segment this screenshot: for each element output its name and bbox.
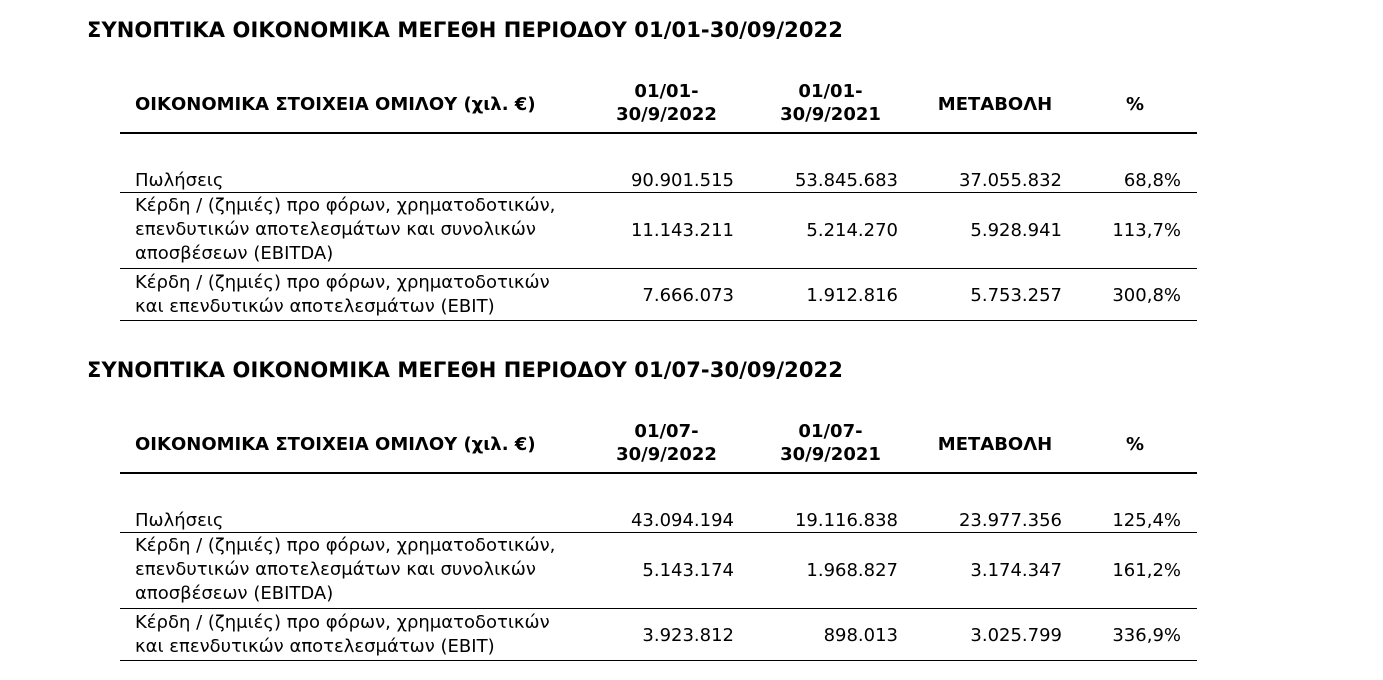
header-period-current-line2: 30/9/2022	[616, 104, 717, 125]
header-percent: %	[1125, 434, 1145, 455]
header-change: ΜΕΤΑΒΟΛΗ	[937, 434, 1053, 455]
table-row	[120, 168, 1197, 193]
header-period-prior-line1: 01/07-	[798, 421, 863, 442]
financial-table	[120, 80, 1197, 321]
row-label: Κέρδη / (ζημιές) προ φόρων, χρηματοδοτικών και επενδυτικών αποτελεσμάτων (EBIT)	[135, 612, 550, 657]
value-percent: 125,4%	[1112, 510, 1181, 531]
value-change: 23.977.356	[958, 510, 1062, 531]
value-prior: 5.214.270	[806, 220, 898, 241]
value-percent: 336,9%	[1112, 625, 1181, 646]
table-header	[120, 80, 1197, 134]
table-row	[120, 508, 1197, 533]
table-row	[120, 533, 1197, 609]
section-title: ΣΥΝΟΠΤΙΚΑ ΟΙΚΟΝΟΜΙΚΑ ΜΕΓΕΘΗ ΠΕΡΙΟΔΟΥ 01/01-30/09/2022	[87, 18, 843, 42]
value-percent: 113,7%	[1112, 220, 1181, 241]
value-prior: 898.013	[823, 625, 898, 646]
header-label: ΟΙΚΟΝΟΜΙΚΑ ΣΤΟΙΧΕΙΑ ΟΜΙΛΟΥ (χιλ. €)	[135, 434, 536, 455]
value-percent: 161,2%	[1112, 560, 1181, 581]
value-prior: 1.912.816	[806, 285, 898, 306]
header-period-prior	[774, 420, 887, 466]
header-period-prior-line2: 30/9/2021	[780, 444, 881, 465]
table-row	[120, 269, 1197, 321]
value-change: 3.174.347	[970, 560, 1062, 581]
value-current: 11.143.211	[630, 220, 734, 241]
row-label: Πωλήσεις	[135, 510, 224, 531]
header-period-current-line1: 01/07-	[634, 421, 699, 442]
value-current: 43.094.194	[630, 510, 734, 531]
section-title: ΣΥΝΟΠΤΙΚΑ ΟΙΚΟΝΟΜΙΚΑ ΜΕΓΕΘΗ ΠΕΡΙΟΔΟΥ 01/07-30/09/2022	[87, 358, 843, 382]
value-change: 5.928.941	[970, 220, 1062, 241]
table-row	[120, 609, 1197, 661]
value-current: 5.143.174	[642, 560, 734, 581]
value-prior: 19.116.838	[794, 510, 898, 531]
table-header	[120, 420, 1197, 474]
row-label: Κέρδη / (ζημιές) προ φόρων, χρηματοδοτικών και επενδυτικών αποτελεσμάτων (EBIT)	[135, 272, 550, 317]
row-label: Κέρδη / (ζημιές) προ φόρων, χρηματοδοτικών, επενδυτικών αποτελεσμάτων και συνολικών αποσβέσεων (EBITDA)	[135, 195, 556, 264]
value-change: 37.055.832	[958, 170, 1062, 191]
row-label: Κέρδη / (ζημιές) προ φόρων, χρηματοδοτικών, επενδυτικών αποτελεσμάτων και συνολικών αποσβέσεων (EBITDA)	[135, 535, 556, 604]
header-period-prior-line1: 01/01-	[798, 81, 863, 102]
value-current: 7.666.073	[642, 285, 734, 306]
value-change: 3.025.799	[970, 625, 1062, 646]
financial-table	[120, 420, 1197, 661]
value-current: 90.901.515	[630, 170, 734, 191]
table-row	[120, 193, 1197, 269]
header-period-prior-line2: 30/9/2021	[780, 104, 881, 125]
value-percent: 300,8%	[1112, 285, 1181, 306]
value-change: 5.753.257	[970, 285, 1062, 306]
value-prior: 1.968.827	[806, 560, 898, 581]
header-label: ΟΙΚΟΝΟΜΙΚΑ ΣΤΟΙΧΕΙΑ ΟΜΙΛΟΥ (χιλ. €)	[135, 94, 536, 115]
header-period-prior	[774, 80, 887, 126]
header-period-current	[610, 80, 723, 126]
header-period-current-line2: 30/9/2022	[616, 444, 717, 465]
header-change: ΜΕΤΑΒΟΛΗ	[937, 94, 1053, 115]
row-label: Πωλήσεις	[135, 170, 224, 191]
value-percent: 68,8%	[1123, 170, 1181, 191]
header-period-current-line1: 01/01-	[634, 81, 699, 102]
value-current: 3.923.812	[642, 625, 734, 646]
value-prior: 53.845.683	[794, 170, 898, 191]
header-percent: %	[1125, 94, 1145, 115]
header-period-current	[610, 420, 723, 466]
